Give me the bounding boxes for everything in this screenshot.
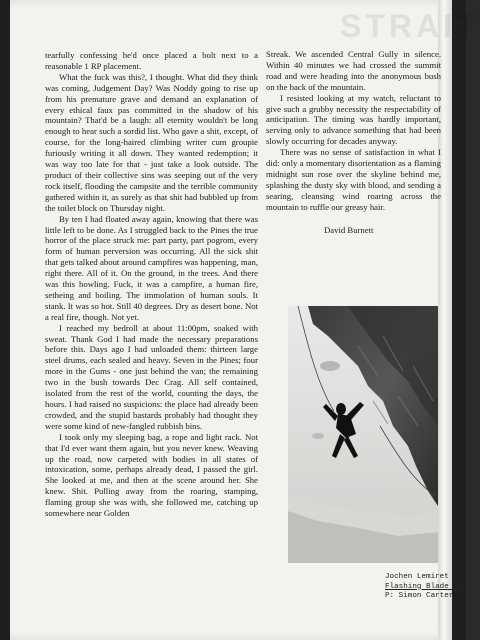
- bleed-through-heading: STRAIT: [340, 8, 480, 44]
- author-signature: David Burnett: [324, 224, 374, 235]
- photo-caption: [385, 573, 463, 602]
- photo-illustration: [288, 306, 438, 563]
- paragraph: Streak. We ascended Central Gully in silence. Within 40 minutes we had crossed the summit road and were heading into the anonymous bush on the back of the mountain.: [266, 49, 441, 92]
- paragraph: By ten I had floated away again, knowing that there was little left to be done. As I struggled back to the Pines the true horror of the place struck me: part party, part pogrom, every form of human perversion was occurring. All the sick shit that gets talked about around campfires was happening, man, right there. All of it. On the ground, in the trees. And there was this howling. Fuck, it was a campfire, a human fire, setheing and boiling. The immolation of human souls. It stank. It was so hot. Still 40 degrees. Dry as desert bone. Not a real fire, though. Not yet.: [45, 213, 258, 322]
- right-column: [266, 49, 441, 236]
- paragraph: I reached my bedroll at about 11:00pm, soaked with sweat. Thank God I had made the necessary preparations before this. Days ago I had unloaded them: thirteen large steel drums, each sealed and heavy. Seven in the Pines; four more in the Gums - one just behind the van; the remaining two in the bush towards Dec Crag. All self contained, isolated from the rest of the world, counting the days, the hours. I had raised no suspicions: the place had already been crowded, and the stupid bastards probably had thought they were some kind of new-fangled rubbish bins.: [45, 322, 258, 431]
- caption-line-2: Flashing Blade 25: [385, 582, 463, 591]
- paragraph: There was no sense of satisfaction in what I did: only a momentary disorientation as a flaming midnight sun rose over the skyline behind me, splashing the dusty sky with blood, and sending a searing, cleansing wind roaring across the mountain to ruffle our greasy hair.: [266, 147, 441, 212]
- caption-line-1: Jochen Lemiret on: [385, 573, 463, 581]
- paragraph: I took only my sleeping bag, a rope and light rack. Not that I'd ever want them again, but you never knew. Weaving up the road, now carpeted with bodies in all states of intoxication, some, perhaps already dead, I passed the girl. She looked at me, and then at the scene around her. She knew. Shit. Pulling away from the roaring, stamping, flaming group she was with, she followed me, catching up somewhere near Golden: [45, 431, 258, 519]
- paragraph: What the fuck was this?, I thought. What did they think was coming, Judgement Day? Was Noddy going to rise up from his premature grave and demand an explanation of every ethical faux pas committed in the shadow of his mountain? That'd be a laugh: all eternity wouldn't be long enough to hear such a sordid list. Who gave a shit, except, of course, for the long-haired climbing writer cum groupie furiously writing it all down. They wanted redemption; it was way too late for that - just take a look outside. The product of their collective sins was seeping out of the very rock itself, flooding the campsite and the terrible community gathered within it, as surely as that shit had bubbled up from the toilet block on Thursday night.: [45, 71, 258, 213]
- paragraph: I resisted looking at my watch, reluctant to give such a grubby necessity the respectability of anticipation. The timing was hardly important, serving only to advance something that had been slowly occurring for decades anyway.: [266, 92, 441, 147]
- caption-line-3: P: Simon Carter.: [385, 592, 458, 601]
- paragraph: tearfully confessing he'd once placed a bolt next to a reasonable 1 RP placement.: [45, 50, 258, 71]
- left-column: [45, 50, 258, 519]
- climbing-photo: [288, 306, 438, 563]
